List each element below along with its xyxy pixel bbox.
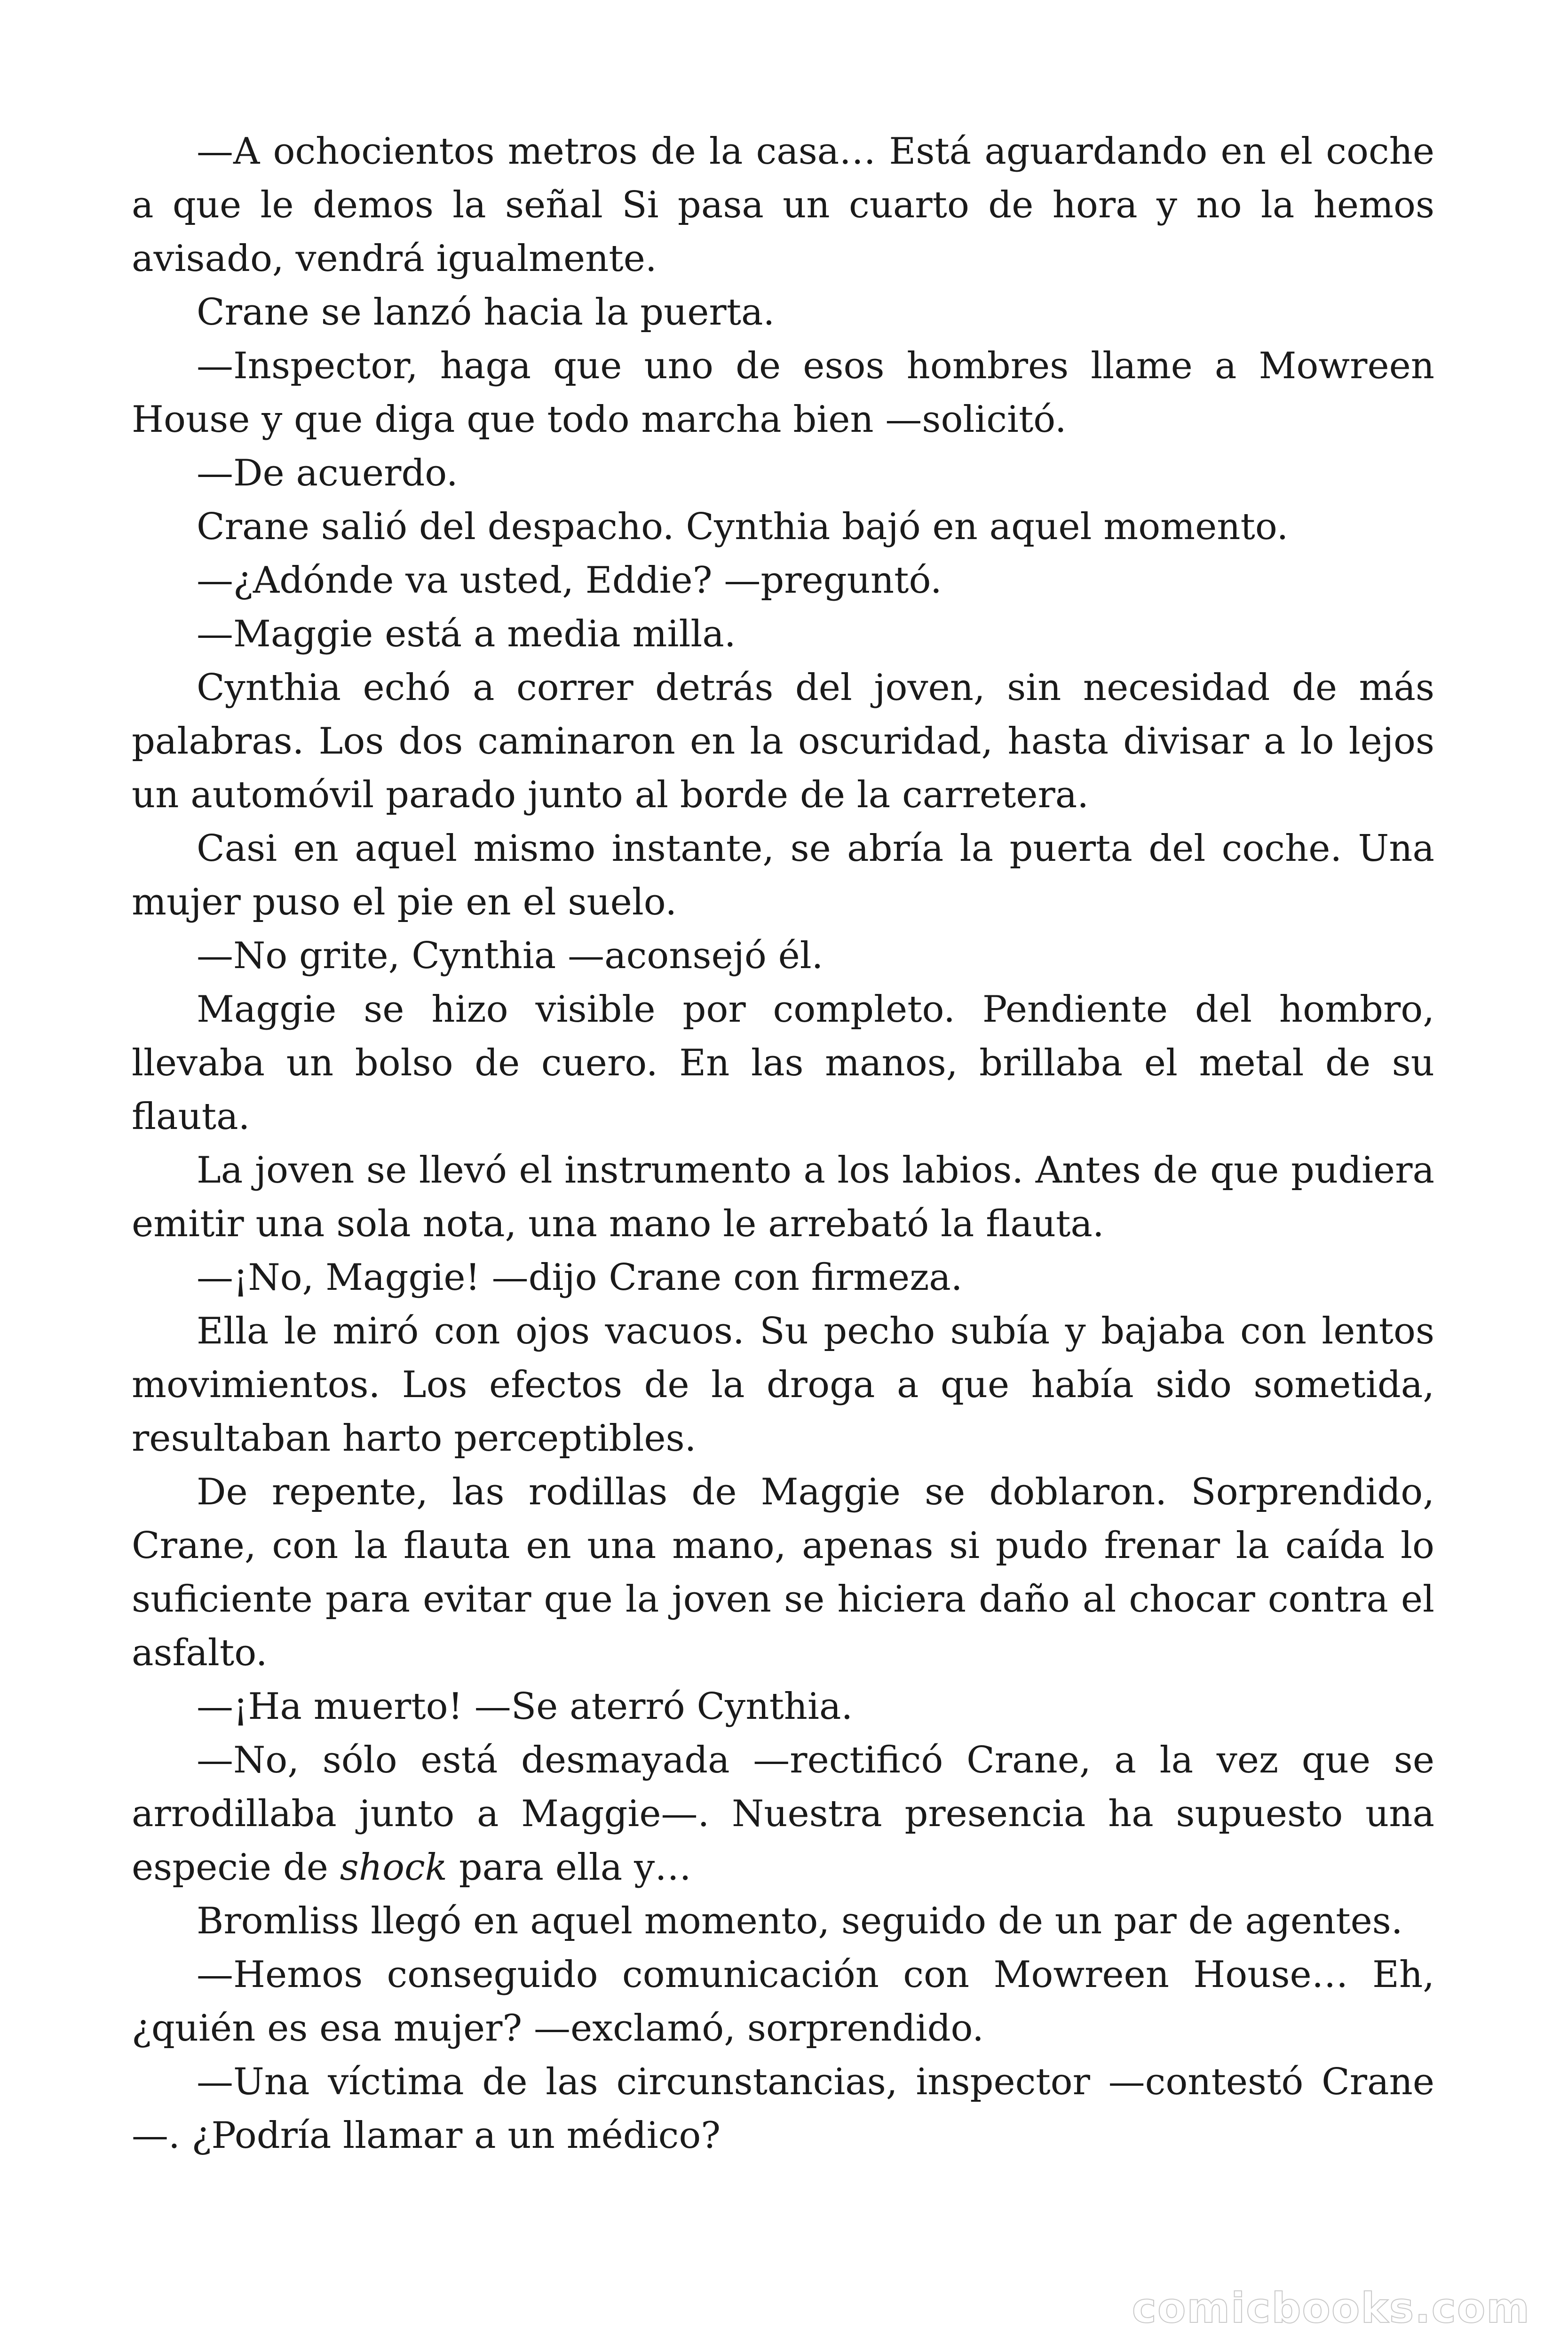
paragraph-shock-before: —No, sólo está desmayada —rectificó Crane, a la vez que se arrodillaba junto a Maggie—. Nuestra presencia ha supuesto una especie de [132,1739,1434,1889]
paragraph: Bromliss llegó en aquel momento, seguido de un par de agentes. [197,1900,1403,1942]
paragraph: —¡No, Maggie! —dijo Crane con firmeza. [197,1256,963,1299]
paragraph: —¡Ha muerto! —Se aterró Cynthia. [197,1685,853,1728]
paragraph-shock [132,1733,1434,1894]
paragraph: Crane se lanzó hacia la puerta. [197,291,775,334]
paragraph: Crane salió del despacho. Cynthia bajó en aquel momento. [197,506,1289,548]
paragraph: Casi en aquel mismo instante, se abría la puerta del coche. Una mujer puso el pie en el suelo. [132,827,1434,923]
paragraph: —Maggie está a media milla. [197,613,736,655]
paragraph-shock-italic: shock [340,1846,447,1889]
paragraph: —De acuerdo. [197,452,458,494]
paragraph: —Inspector, haga que uno de esos hombres llame a Mowreen House y que diga que todo marcha bien —solicitó. [132,345,1434,441]
paragraph: Maggie se hizo visible por completo. Pendiente del hombro, llevaba un bolso de cuero. En las manos, brillaba el metal de su flauta. [132,988,1434,1138]
paragraph: —Hemos conseguido comunicación con Mowreen House… Eh, ¿quién es esa mujer? —exclamó, sorprendido. [132,1954,1434,2050]
paragraph: De repente, las rodillas de Maggie se doblaron. Sorprendido, Crane, con la flauta en una mano, apenas si pudo frenar la caída lo suficiente para evitar que la joven se hiciera daño al chocar contra el asfalto. [132,1471,1434,1674]
paragraph: —No grite, Cynthia —aconsejó él. [197,935,824,977]
watermark: comicbooks.com [1132,2284,1530,2332]
paragraph: Cynthia echó a correr detrás del joven, sin necesidad de más palabras. Los dos caminaron en la oscuridad, hasta divisar a lo lejos un automóvil parado junto al borde de la carretera. [132,667,1434,816]
paragraph-shock-after: para ella y… [447,1846,692,1889]
paragraph: —Una víctima de las circunstancias, inspector —contestó Crane —. ¿Podría llamar a un médico? [132,2061,1434,2157]
paragraph: —¿Adónde va usted, Eddie? —preguntó. [197,559,942,602]
body-text [132,125,1434,2162]
paragraph: —A ochocientos metros de la casa… Está aguardando en el coche a que le demos la señal Si pasa un cuarto de hora y no la hemos avisado, vendrá igualmente. [132,130,1434,280]
paragraph: Ella le miró con ojos vacuos. Su pecho subía y bajaba con lentos movimientos. Los efectos de la droga a que había sido sometida, resultaban harto perceptibles. [132,1310,1434,1460]
paragraph: La joven se llevó el instrumento a los labios. Antes de que pudiera emitir una sola nota, una mano le arrebató la flauta. [132,1149,1434,1245]
